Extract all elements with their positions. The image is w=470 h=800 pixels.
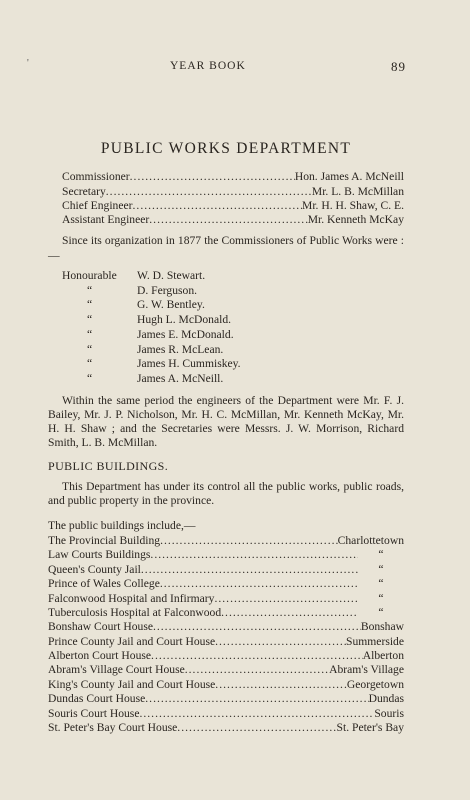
dot-leader: [139, 707, 374, 721]
buildings-list: [48, 519, 404, 736]
commissioner-row: [62, 269, 404, 284]
dot-leader: [160, 577, 358, 591]
commissioner-row: [62, 372, 404, 387]
building-name: St. Peter's Bay Court House: [48, 721, 178, 735]
running-title: YEAR BOOK: [170, 60, 246, 72]
building-row: [48, 635, 404, 649]
commissioner-row: [62, 328, 404, 343]
commissioner-row: [62, 313, 404, 328]
dot-leader: [221, 606, 358, 620]
building-row: [48, 721, 404, 735]
building-name: Falconwood Hospital and Infirmary: [48, 591, 215, 605]
ditto-mark: “: [87, 298, 93, 312]
officer-role: Chief Engineer: [62, 198, 133, 212]
building-row: [48, 678, 404, 692]
ditto-mark: “: [87, 342, 93, 356]
building-name: Prince of Wales College: [48, 577, 160, 591]
officer-role: Secretary: [62, 184, 106, 198]
engineers-paragraph: Within the same period the engineers of the Department were Mr. F. J. Bailey, Mr. J. P. Nicholson, Mr. H. C. McMillan, Mr. Kenneth McKay, Mr. H. H. Shaw ; and the Secretaries were Messrs. J. W. Morrison, Richard Smith, L. B. McMillan.: [48, 393, 404, 450]
building-location: Georgetown: [346, 677, 404, 691]
department-title: PUBLIC WORKS DEPARTMENT: [100, 140, 352, 157]
building-location: Alberton: [362, 649, 404, 663]
building-location: Charlottetown: [337, 533, 404, 547]
commissioner-row: [62, 343, 404, 358]
building-location: Abram's Village: [329, 663, 404, 677]
commissioner-row: [62, 357, 404, 372]
commissioner-prefix: Honourable: [62, 269, 117, 283]
officer-name: Mr. H. H. Shaw, C. E.: [302, 198, 404, 212]
commissioner-name: James A. McNeill.: [137, 371, 224, 385]
ditto-mark: “: [87, 283, 93, 297]
dot-leader: [215, 635, 346, 649]
dot-leader: [149, 213, 307, 227]
officer-name: Hon. James A. McNeill: [294, 170, 404, 184]
dot-leader: [130, 170, 295, 184]
building-row: [48, 649, 404, 663]
building-location: Souris: [374, 706, 404, 720]
commissioners-intro: Since its organization in 1877 the Commissioners of Public Works were :—: [48, 234, 404, 262]
ditto-mark: “: [87, 313, 93, 327]
ditto-mark: “: [87, 371, 93, 385]
building-row: [48, 534, 404, 548]
building-name: Queen's County Jail: [48, 562, 141, 576]
building-name: King's County Jail and Court House: [48, 677, 216, 691]
dot-leader: [141, 563, 358, 577]
commissioner-name: James R. McLean.: [137, 342, 224, 356]
building-row: [48, 692, 404, 706]
building-name: Bonshaw Court House: [48, 620, 153, 634]
ditto-mark: “: [87, 357, 93, 371]
commissioner-name: Hugh L. McDonald.: [137, 313, 232, 327]
building-row: [48, 563, 404, 577]
building-name: Tuberculosis Hospital at Falconwood: [48, 605, 222, 619]
building-name: Prince County Jail and Court House: [48, 634, 216, 648]
public-buildings-heading: PUBLIC BUILDINGS.: [48, 458, 169, 473]
commissioner-name: D. Ferguson.: [137, 283, 198, 297]
building-name: Dundas Court House: [48, 692, 146, 706]
building-row: [48, 620, 404, 634]
building-row: [48, 577, 404, 591]
building-location: Bonshaw: [360, 620, 404, 634]
dot-leader: [150, 548, 358, 562]
building-row: [48, 606, 404, 620]
building-name: Alberton Court House: [48, 649, 152, 663]
building-location: Summerside: [346, 634, 404, 648]
commissioners-list: [62, 269, 404, 387]
commissioner-row: [62, 298, 404, 313]
officer-role: Commissioner: [62, 170, 130, 184]
ditto-mark: “: [378, 562, 384, 576]
ditto-mark: “: [378, 577, 384, 591]
commissioner-name: James H. Cummiskey.: [137, 357, 241, 371]
public-buildings-paragraph: This Department has under its control all the public works, public roads, and public property in the province.: [48, 480, 404, 508]
dot-leader: [214, 592, 358, 606]
officer-row: [62, 170, 404, 184]
dot-leader: [177, 721, 336, 735]
building-location: Dundas: [368, 692, 404, 706]
ditto-mark: “: [378, 591, 384, 605]
officer-row: [62, 185, 404, 199]
dot-leader: [185, 663, 329, 677]
officer-row: [62, 199, 404, 213]
building-name: Abram's Village Court House: [48, 663, 185, 677]
page-content: [48, 142, 404, 735]
building-name: Souris Court House: [48, 706, 140, 720]
dot-leader: [151, 649, 363, 663]
building-name: The Provincial Building: [48, 533, 161, 547]
dot-leader: [160, 534, 338, 548]
officer-name: Mr. Kenneth McKay: [307, 213, 404, 227]
building-location: St. Peter's Bay: [336, 721, 404, 735]
officer-role: Assistant Engineer: [62, 213, 150, 227]
building-row: [48, 548, 404, 562]
commissioner-name: G. W. Bentley.: [137, 298, 205, 312]
building-row: [48, 592, 404, 606]
officer-name: Mr. L. B. McMillan: [311, 184, 404, 198]
commissioner-name: W. D. Stewart.: [137, 269, 206, 283]
dot-leader: [215, 678, 347, 692]
dot-leader: [133, 199, 303, 213]
page-number: 89: [391, 59, 406, 74]
ditto-mark: “: [378, 548, 384, 562]
officers-list: [62, 170, 404, 227]
officer-row: [62, 213, 404, 227]
building-name: Law Courts Buildings: [48, 548, 151, 562]
dot-leader: [145, 692, 368, 706]
buildings-intro: The public buildings include,—: [48, 518, 196, 532]
dot-leader: [153, 620, 361, 634]
ditto-mark: “: [378, 605, 384, 619]
building-row: [48, 663, 404, 677]
dot-leader: [106, 185, 312, 199]
ditto-mark: “: [87, 327, 93, 341]
building-row: [48, 707, 404, 721]
commissioner-row: [62, 284, 404, 299]
corner-mark: ': [27, 58, 29, 69]
commissioner-name: James E. McDonald.: [137, 327, 234, 341]
